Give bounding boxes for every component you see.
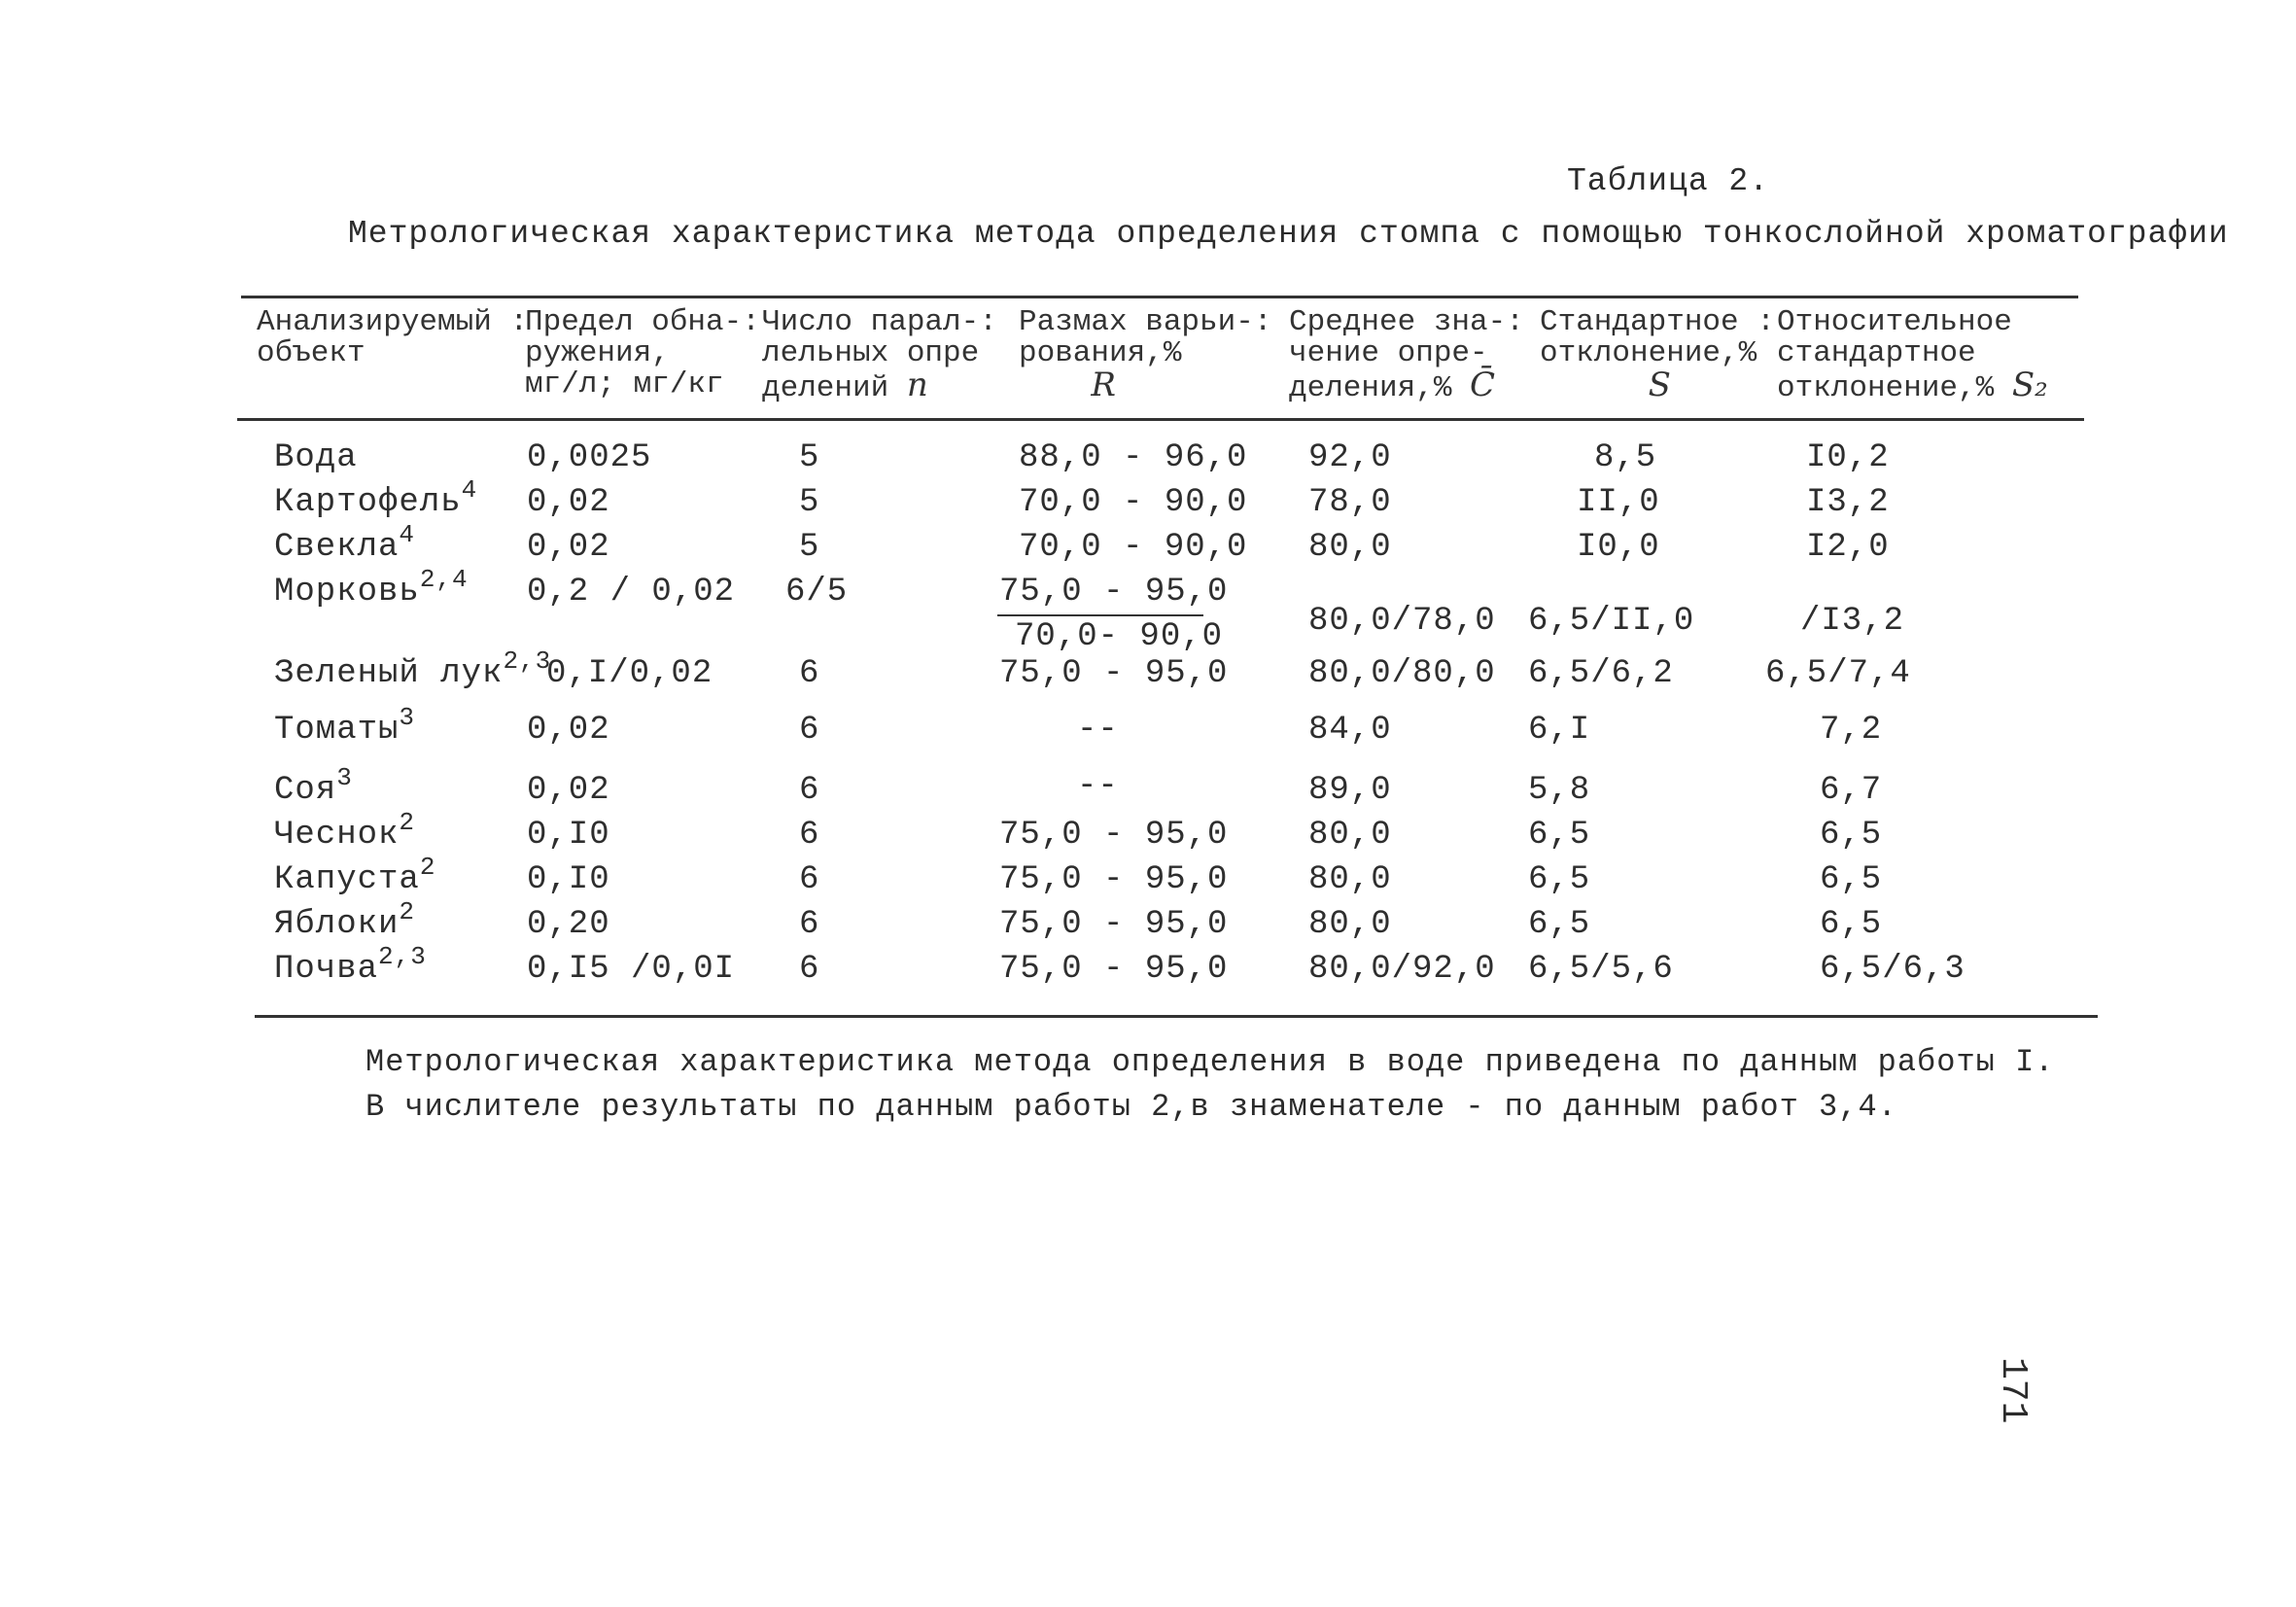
- variation-range: 75,0 - 95,0: [999, 655, 1229, 692]
- rel-std-deviation: 6,5/6,3: [1820, 951, 1966, 988]
- object-name: Томаты$^3$: [274, 703, 416, 749]
- mean-value: 80,0: [1308, 817, 1392, 854]
- parallel-count: 5: [799, 529, 820, 566]
- parallel-count: 5: [799, 484, 820, 521]
- std-deviation: I0,0: [1577, 529, 1660, 566]
- symbol-n: n: [906, 366, 928, 404]
- parallel-count: 6: [799, 861, 820, 898]
- header-mean: Среднее зна-: чение опре- деления,% C̄: [1289, 305, 1524, 405]
- detection-limit: 0,02: [527, 529, 610, 566]
- header-range: Размах варьи-: рования,% R: [1019, 305, 1272, 404]
- rel-std-deviation: /I3,2: [1800, 603, 1905, 640]
- detection-limit: 0,I0: [527, 817, 610, 854]
- rel-std-deviation: 6,5: [1820, 817, 1883, 854]
- std-deviation: 6,5/6,2: [1528, 655, 1674, 692]
- variation-range-numerator: 75,0 - 95,0: [999, 574, 1229, 611]
- mean-value: 80,0: [1308, 529, 1392, 566]
- detection-limit: 0,I/0,02: [546, 655, 713, 692]
- object-name: Вода: [274, 439, 358, 476]
- detection-limit: 0,I0: [527, 861, 610, 898]
- variation-range: --: [1077, 712, 1119, 749]
- variation-range: 75,0 - 95,0: [999, 951, 1229, 988]
- rel-std-deviation: 6,5: [1820, 861, 1883, 898]
- detection-limit: 0,02: [527, 484, 610, 521]
- variation-range: 75,0 - 95,0: [999, 817, 1229, 854]
- table-top-rule: [241, 296, 2078, 298]
- parallel-count: 6: [799, 655, 820, 692]
- mean-value: 84,0: [1308, 712, 1392, 749]
- fraction-line: [997, 614, 1203, 616]
- variation-range: 70,0 - 90,0: [1019, 529, 1248, 566]
- rel-std-deviation: 6,5: [1820, 906, 1883, 943]
- detection-limit: 0,02: [527, 712, 610, 749]
- std-deviation: 6,I: [1528, 712, 1591, 749]
- mean-value: 80,0: [1308, 861, 1392, 898]
- mean-value: 80,0/92,0: [1308, 951, 1496, 988]
- parallel-count: 6/5: [785, 574, 849, 611]
- header-detection-limit: Предел обна-: ружения, мг/л; мг/кг: [525, 305, 760, 402]
- parallel-count: 6: [799, 906, 820, 943]
- rel-std-deviation: 6,7: [1820, 772, 1883, 809]
- rel-std-deviation: 7,2: [1820, 712, 1883, 749]
- variation-range: 75,0 - 95,0: [999, 861, 1229, 898]
- std-deviation: II,0: [1577, 484, 1660, 521]
- table-title: Метрологическая характеристика метода определения стомпа с помощью тонкослойной хроматографии: [348, 216, 2229, 252]
- header-object: Анализируемый : объект: [257, 305, 529, 370]
- page-number: 171: [1992, 1357, 2034, 1424]
- detection-limit: 0,02: [527, 772, 610, 809]
- variation-range-denominator: 70,0- 90,0: [1015, 618, 1224, 655]
- variation-range: 88,0 - 96,0: [1019, 439, 1248, 476]
- object-name: Яблоки$^2$: [274, 897, 416, 943]
- object-name: Картофель$^4$: [274, 475, 478, 521]
- mean-value: 89,0: [1308, 772, 1392, 809]
- object-name: Зеленый лук$^{2,3}$: [274, 646, 552, 692]
- variation-range: --: [1077, 768, 1119, 805]
- object-name: Морковь$^{2,4}$: [274, 565, 469, 611]
- object-name: Капуста$^2$: [274, 853, 436, 898]
- parallel-count: 5: [799, 439, 820, 476]
- object-name: Соя$^3$: [274, 763, 353, 809]
- symbol-s: S: [1648, 366, 1671, 404]
- std-deviation: 8,5: [1594, 439, 1657, 476]
- table-number: Таблица 2.: [1567, 163, 1770, 199]
- table-header-rule: [237, 418, 2084, 421]
- mean-value: 78,0: [1308, 484, 1392, 521]
- header-std-dev: Стандартное : отклонение,% S: [1540, 305, 1775, 404]
- header-rel-std-dev: Относительное стандартное отклонение,% S₂: [1777, 305, 2048, 405]
- parallel-count: 6: [799, 817, 820, 854]
- table-bottom-rule: [255, 1015, 2098, 1018]
- mean-value: 80,0: [1308, 906, 1392, 943]
- symbol-c: C̄: [1470, 366, 1496, 404]
- std-deviation: 6,5: [1528, 817, 1591, 854]
- detection-limit: 0,0025: [527, 439, 652, 476]
- rel-std-deviation: I2,0: [1806, 529, 1890, 566]
- mean-value: 92,0: [1308, 439, 1392, 476]
- mean-value: 80,0/78,0: [1308, 603, 1496, 640]
- std-deviation: 6,5/5,6: [1528, 951, 1674, 988]
- object-name: Чеснок$^2$: [274, 808, 416, 854]
- parallel-count: 6: [799, 712, 820, 749]
- variation-range: 75,0 - 95,0: [999, 906, 1229, 943]
- symbol-r: R: [1091, 366, 1117, 404]
- rel-std-deviation: I3,2: [1806, 484, 1890, 521]
- header-parallel-count: Число парал-: лельных опре делений n: [762, 305, 997, 405]
- std-deviation: 6,5: [1528, 861, 1591, 898]
- object-name: Свекла$^4$: [274, 520, 416, 566]
- std-deviation: 6,5/II,0: [1528, 603, 1695, 640]
- std-deviation: 5,8: [1528, 772, 1591, 809]
- std-deviation: 6,5: [1528, 906, 1591, 943]
- note-1: Метрологическая характеристика метода определения в воде приведена по данным работы I.: [365, 1044, 2055, 1080]
- detection-limit: 0,2 / 0,02: [527, 574, 736, 611]
- parallel-count: 6: [799, 772, 820, 809]
- mean-value: 80,0/80,0: [1308, 655, 1496, 692]
- note-2: В числителе результаты по данным работы 2,в знаменателе - по данным работ 3,4.: [365, 1089, 1897, 1125]
- detection-limit: 0,I5 /0,0I: [527, 951, 736, 988]
- symbol-s2: S₂: [2011, 366, 2048, 404]
- variation-range: 70,0 - 90,0: [1019, 484, 1248, 521]
- parallel-count: 6: [799, 951, 820, 988]
- rel-std-deviation: 6,5/7,4: [1765, 655, 1911, 692]
- rel-std-deviation: I0,2: [1806, 439, 1890, 476]
- detection-limit: 0,20: [527, 906, 610, 943]
- object-name: Почва$^{2,3}$: [274, 942, 427, 988]
